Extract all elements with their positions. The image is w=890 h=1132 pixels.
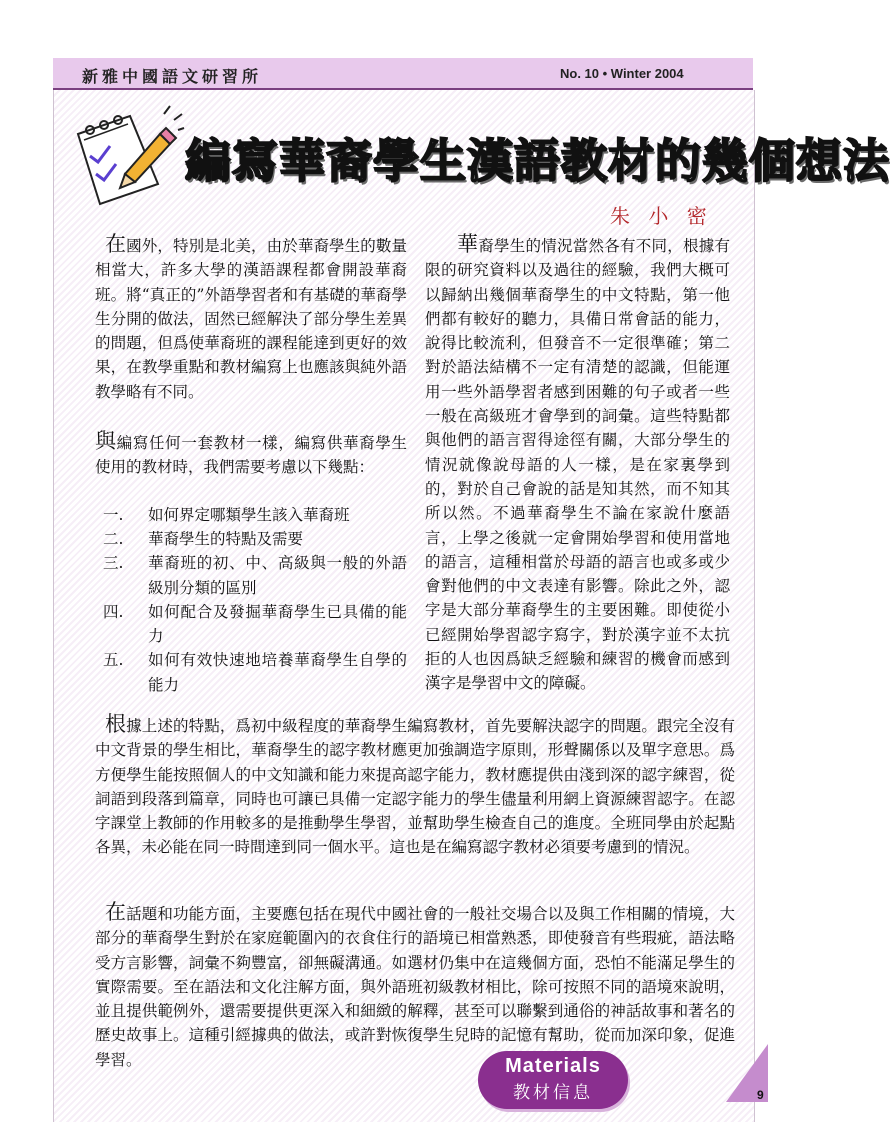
list-item: 一. 如何界定哪類學生該入華裔班 — [103, 505, 350, 524]
article-title: 編寫華裔學生漢語教材的幾個想法 — [185, 134, 890, 188]
list-item: 三. 華裔班的初、中、高級與一般的外語級別分類的區別 — [103, 554, 407, 597]
article-author: 朱 小 密 — [610, 204, 713, 228]
issue-info: No. 10 • Winter 2004 — [560, 66, 684, 81]
considerations-list — [95, 503, 407, 697]
left-column — [95, 232, 407, 697]
publication-name: 新雅中國語文研習所 — [82, 67, 263, 86]
list-item: 二. 華裔學生的特點及需要 — [103, 529, 304, 548]
considerations-paragraph: 與編寫任何一套教材一樣，編寫供華裔學生使用的教材時，我們需要考慮以下幾點： — [95, 429, 407, 477]
list-item: 五. 如何有效快速地培養華裔學生自學的能力 — [103, 651, 407, 694]
intro-paragraph: 在國外，特別是北美，由於華裔學生的數量相當大，許多大學的漢語課程都會開設華裔班。將“真正的”外語學習者和有基礎的華裔學生分開的做法，固然已經解決了部分學生差異的問題，但爲使華裔班的課程能達到更好的效果，在教學重點和教材編寫上也應該與純外語教學略有不同。 — [95, 232, 408, 401]
section-badge-english: Materials — [505, 1055, 601, 1077]
drop-cap: 與 — [95, 429, 117, 454]
drop-cap: 根 — [105, 712, 127, 736]
drop-cap: 華 — [457, 232, 479, 256]
section-badge-chinese: 教材信息 — [513, 1083, 593, 1103]
drop-cap: 在 — [105, 900, 127, 924]
writing-notepad-icon — [70, 104, 185, 214]
drop-cap: 在 — [105, 232, 127, 256]
characteristics-paragraph: 華裔學生的情況當然各有不同，根據有限的研究資料以及過往的經驗，我們大概可以歸納出幾個華裔學生的中文特點，第一他們都有較好的聽力，具備日常會話的能力，說得比較流利，但發音不一定很準確；第二對於語法結構不一定有清楚的認識，但能運用一些外語學習者感到困難的句子或者一些一般在高級班才會學到的詞彙。這些特點都與他們的語言習得途徑有關，大部分學生的情況就像說母語的人一樣，是在家裏學到的，對於自己會說的話是知其然，而不知其所以然。不過華裔學生不論在家說什麼語言，上學之後就一定會開始學習和使用當地的語言，這種相當於母語的語言也或多或少會對他們的中文表達有影響。除此之外，認字是大部分華裔學生的主要困難。即使從小已經開始學習認字寫字，對於漢字並不太抗拒的人也因爲缺乏經驗和練習的機會而感到漢字是學習中文的障礙。 — [425, 232, 730, 693]
page-number: 9 — [757, 1088, 764, 1102]
character-recognition-paragraph: 根據上述的特點，爲初中級程度的華裔學生編寫教材，首先要解決認字的問題。跟完全沒有中文背景的學生相比，華裔學生的認字教材應更加強調造字原則，形聲關係以及單字意思。爲方便學生能按照個人的中文知識和能力來提高認字能力，教材應提供由淺到深的認字練習，從詞語到段落到篇章，同時也可讓已具備一定認字能力的學生儘量利用網上資源練習認字。在認字課堂上教師的作用較多的是推動學生學習，並幫助學生檢查自己的進度。全班同學由於起點各異，未必能在同一時間達到同一個水平。這也是在編寫認字教材必須要考慮到的情況。 — [95, 712, 735, 857]
right-column — [425, 232, 730, 696]
section-badge — [478, 1051, 628, 1109]
list-item: 四. 如何配合及發掘華裔學生已具備的能力 — [103, 602, 407, 646]
topics-paragraph: 在話題和功能方面，主要應包括在現代中國社會的一般社交場合以及與工作相關的情境，大部分的華裔學生對於在家庭範圍內的衣食住行的語境已相當熟悉，即使發音有些瑕疵，語法略受方言影響，詞彙不夠豐富，卻無礙溝通。如選材仍集中在這幾個方面，恐怕不能滿足學生的實際需要。至在語法和文化注解方面，與外語班初級教材相比，除可按照不同的語境來說明，並且提供範例外，還需要提供更深入和細緻的解釋，甚至可以聯繫到通俗的神話故事和著名的歷史故事上。這種引經據典的做法，或許對恢復學生兒時的記憶有幫助，從而加深印象，促進學習。 — [95, 900, 735, 1069]
